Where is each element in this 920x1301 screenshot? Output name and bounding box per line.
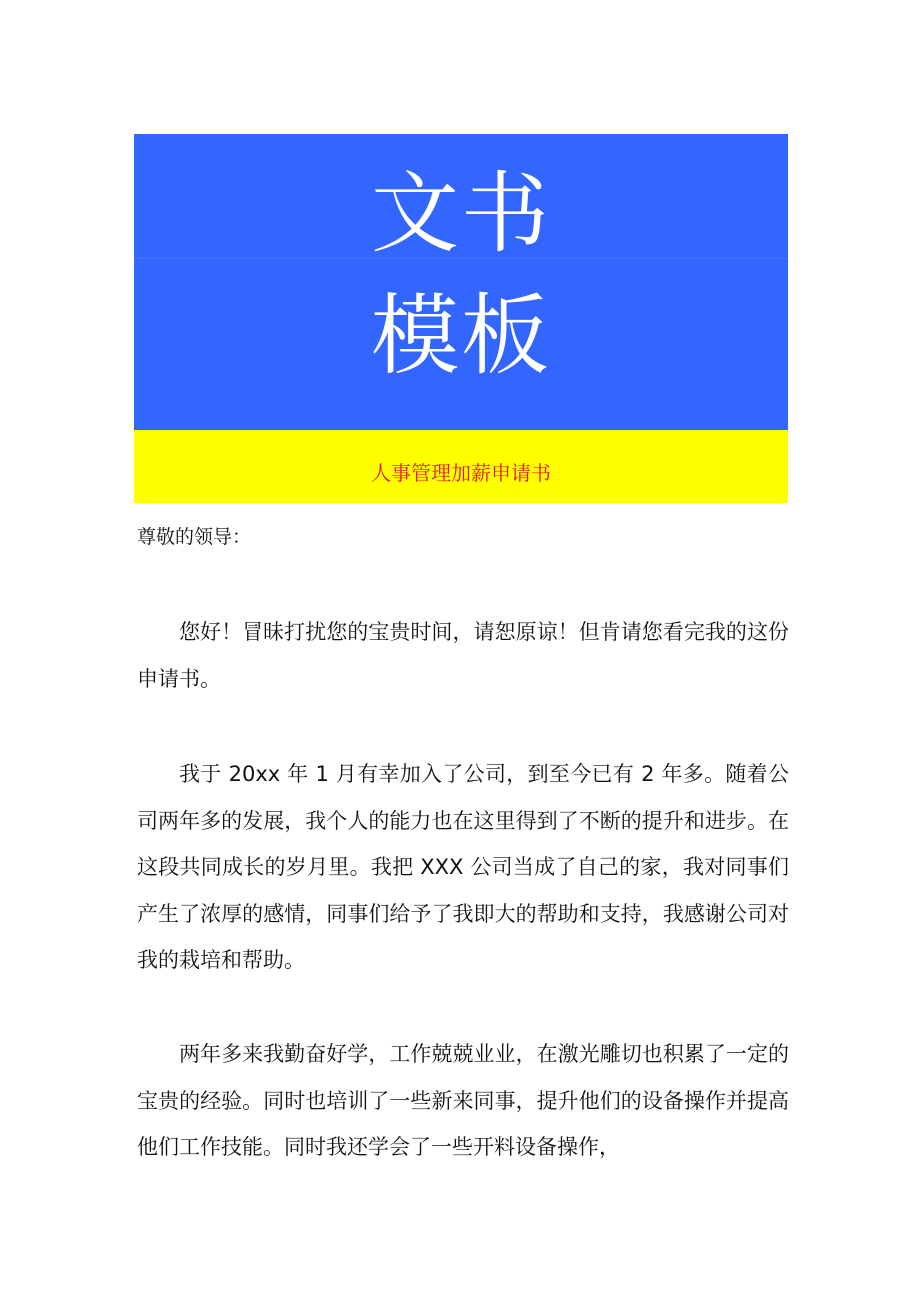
subtitle-bar: [134, 430, 788, 503]
document-subtitle: 人事管理加薪申请书: [371, 461, 551, 485]
banner-divider: [134, 258, 788, 259]
title-banner: [134, 134, 788, 430]
letter-salutation: 尊敬的领导：: [137, 526, 252, 548]
letter-paragraph-2: 我于 20xx 年 1 月有幸加入了公司，到至今已有 2 年多。随着公司两年多的发展，我个人的能力也在这里得到了不断的提升和进步。在这段共同成长的岁月里。我把 XXX 公司当成了自己的家，我对同事们产生了浓厚的感情，同事们给予了我即大的帮助和支持，我感谢公司对我的栽培和帮助。: [137, 762, 789, 972]
banner-title-line-2: 模板: [370, 284, 551, 387]
letter-paragraph-1: 您好！冒昧打扰您的宝贵时间，请恕原谅！但肯请您看完我的这份申请书。: [137, 620, 789, 691]
letter-paragraph-3: 两年多来我勤奋好学，工作兢兢业业，在激光雕切也积累了一定的宝贵的经验。同时也培训了一些新来同事，提升他们的设备操作并提高他们工作技能。同时我还学会了一些开料设备操作，: [137, 1042, 789, 1159]
banner-title-line-1: 文书: [370, 162, 551, 265]
